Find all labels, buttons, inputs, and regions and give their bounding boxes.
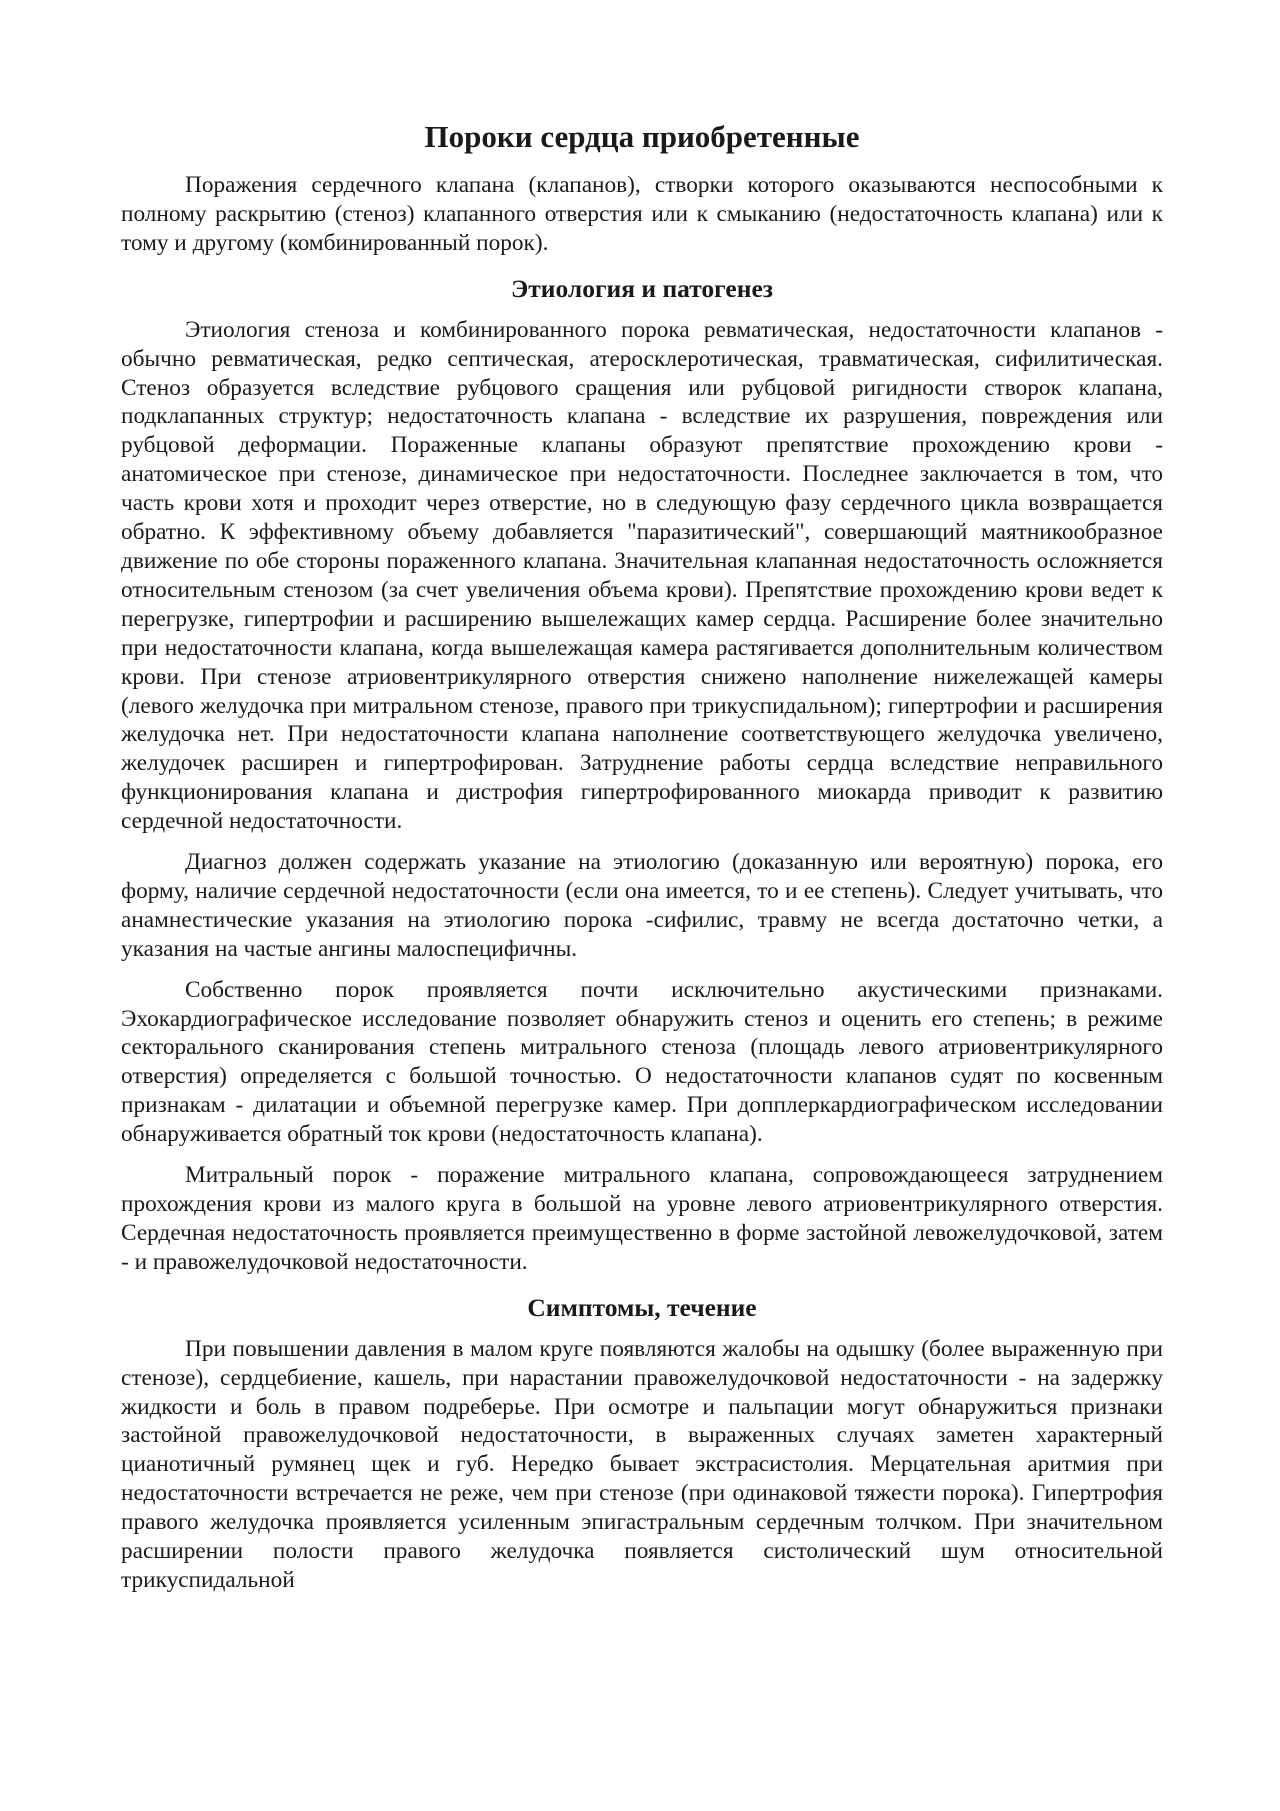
mitral-defect-paragraph: Митральный порок - поражение митрального клапана, сопровождающееся затруднением прохождения крови из малого круга в большой на уровне левого атриовентрикулярного отверстия. Сердечная недостаточность проявляется преимущественно в форме застойной левожелудочковой, затем - и правожелудочковой недостаточности. <box>121 1162 1163 1275</box>
section-heading-etiology: Этиология и патогенез <box>510 273 774 303</box>
diagnosis-paragraph: Диагноз должен содержать указание на этиологию (доказанную или вероятную) порока, его форму, наличие сердечной недостаточности (если она имеется, то и ее степень). Следует учитывать, что анамнестические указания на этиологию порока -сифилис, травму не всегда достаточно четки, а указания на частые ангины малоспецифичны. <box>121 849 1163 962</box>
intro-paragraph: Поражения сердечного клапана (клапанов), створки которого оказываются неспособными к полному раскрытию (стеноз) клапанного отверстия или к смыканию (недостаточность клапана) или к тому и другому (комбинированный порок). <box>121 172 1163 256</box>
etiology-paragraph: Этиология стеноза и комбинированного порока ревматическая, недостаточности клапанов - обычно ревматическая, редко септическая, атеросклеротическая, травматическая, сифилитическая. Стеноз образуется вследствие рубцового сращения или рубцовой ригидности створок клапана, подклапанных структур; недостаточность клапана - вследствие их разрушения, повреждения или рубцовой деформации. Пораженные клапаны образуют препятствие прохождению крови - анатомическое при стенозе, динамическое при недостаточности. Последнее заключается в том, что часть крови хотя и проходит через отверстие, но в следующую фазу сердечного цикла возвращается обратно. К эффективному объему добавляется "паразитический", совершающий маятникообразное движение по обе стороны пораженного клапана. Значительная клапанная недостаточность осложняется относительным стенозом (за счет увеличения объема крови). Препятствие прохождению крови ведет к перегрузке, гипертрофии и расширению вышележащих камер сердца. Расширение более значительно при недостаточности клапана, когда вышележащая камера растягивается дополнительным количеством крови. При стенозе атриовентрикулярного отверстия снижено наполнение нижележащей камеры (левого желудочка при митральном стенозе, правого при трикуспидальном); гипертрофии и расширения желудочка нет. При недостаточности клапана наполнение соответствующего желудочка увеличено, желудочек расширен и гипертрофирован. Затруднение работы сердца вследствие неправильного функционирования клапана и дистрофия гипертрофированного миокарда приводит к развитию сердечной недостаточности. <box>121 316 1163 835</box>
acoustic-signs-paragraph: Собственно порок проявляется почти исключительно акустическими признаками. Эхокардиографическое исследование позволяет обнаружить стеноз и оценить его степень; в режиме секторального сканирования степень митрального стеноза (площадь левого атриовентрикулярного отверстия) определяется с большой точностью. О недостаточности клапанов судят по косвенным признакам - дилатации и объемной перегрузке камер. При допплеркардиографическом исследовании обнаруживается обратный ток крови (недостаточность клапана). <box>121 976 1163 1148</box>
document-body <box>121 118 1163 1595</box>
section-heading-symptoms: Симптомы, течение <box>527 1292 757 1322</box>
page-title: Пороки сердца приобретенные <box>424 119 860 154</box>
symptoms-paragraph: При повышении давления в малом круге появляются жалобы на одышку (более выраженную при стенозе), сердцебиение, кашель, при нарастании правожелудочковой недостаточности - на задержку жидкости и боль в правом подреберье. При осмотре и пальпации могут обнаружиться признаки застойной правожелудочковой недостаточности, в выраженных случаях заметен характерный цианотичный румянец щек и губ. Нередко бывает экстрасистолия. Мерцательная аритмия при недостаточности встречается не реже, чем при стенозе (при одинаковой тяжести порока). Гипертрофия правого желудочка проявляется усиленным эпигастральным сердечным толчком. При значительном расширении полости правого желудочка появляется систолический шум относительной трикуспидальной <box>121 1335 1163 1593</box>
